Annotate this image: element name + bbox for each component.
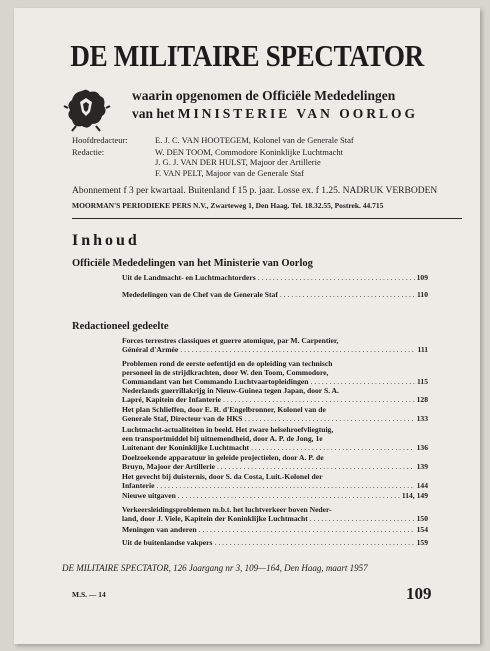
contents-entry bbox=[122, 539, 428, 548]
masthead-ministry bbox=[132, 106, 418, 122]
entry-title-line: Luchtmacht-actualiteiten in beeld. Het zware helsehroefvliegtuig, bbox=[122, 425, 334, 434]
editorial-member: J. G. J. VAN DER HULST, Majoor der Artillerie bbox=[155, 157, 321, 167]
masthead-subtitle: waarin opgenomen de Officiële Mededelingen bbox=[132, 88, 396, 103]
entry-page-number: 150 bbox=[416, 513, 428, 523]
entry-title-line: Verkeersleidingsproblemen m.b.t. het luchtverkeer boven Neder- bbox=[122, 505, 332, 514]
contents-entry bbox=[122, 526, 428, 535]
entry-title-line: een transportmiddel bij uitnemendheid, door A. P. de Jong, 1e bbox=[122, 433, 323, 443]
official-section-heading: Officiële Mededelingen van het Ministerie van Oorlog bbox=[72, 258, 313, 269]
contents-heading: Inhoud bbox=[72, 232, 140, 249]
entry-page-number: 114, 149 bbox=[401, 491, 428, 500]
entry-title-line: Problemen rond de eerste oefentijd en de opleiding van technisch bbox=[122, 359, 333, 368]
publisher-info: MOORMAN'S PERIODIEKE PERS N.V., Zwarteweg 1, Den Haag. Tel. 18.32.55, Postrek. 44.715 bbox=[72, 201, 384, 210]
editorial-label: Redactie: bbox=[72, 146, 105, 157]
entry-title-line: Commandant van het Commando Luchtvaartopleidingen bbox=[122, 376, 309, 386]
entry-title-line: Uit de buitenlandse vakpers bbox=[122, 538, 213, 547]
dot-leader bbox=[180, 346, 415, 355]
entry-page-number: 128 bbox=[416, 394, 428, 404]
entry-title-line: Doelzoekende apparatuur in geleide projectielen, door A. P. de bbox=[122, 453, 324, 462]
entry-title-line: Uit de Landmacht- en Luchtmachtorders bbox=[122, 273, 256, 282]
contents-entry bbox=[122, 360, 428, 386]
entry-title-line: Bruyn, Majoor der Artillerie bbox=[122, 461, 215, 471]
editorial-member: W. DEN TOOM, Commodore Koninklijke Luchtmacht bbox=[155, 146, 344, 157]
entry-title-line: Forces terrestres classiques et guerre atomique, par M. Carpentier, bbox=[122, 336, 339, 345]
contents-entry bbox=[122, 473, 428, 491]
entry-page-number: 154 bbox=[416, 525, 428, 534]
entry-title-line: Generale Staf, Directeur van de HKS bbox=[122, 413, 243, 423]
contents-entry bbox=[122, 454, 428, 472]
entry-page-number: 115 bbox=[417, 376, 428, 386]
ministry-prefix: van het bbox=[132, 106, 175, 121]
editorial-staff bbox=[72, 135, 354, 178]
entry-title-line: Nieuwe uitgaven bbox=[122, 491, 176, 500]
entry-title-line: Het plan Schlieffen, door E. R. d'Engelbronner, Kolonel van de bbox=[122, 405, 326, 414]
entry-title-line: Meningen van anderen bbox=[122, 525, 197, 534]
dot-leader bbox=[178, 492, 400, 501]
contents-entry bbox=[122, 506, 428, 524]
contents-entry bbox=[122, 387, 428, 405]
issue-line: DE MILITAIRE SPECTATOR, 126 Jaargang nr 3, 109—164, Den Haag, maart 1957 bbox=[62, 563, 368, 573]
dot-leader bbox=[244, 415, 414, 424]
entry-title-line: Het gevecht bij duisternis, door S. da Costa, Luit.-Kolonel der bbox=[122, 472, 323, 481]
editorial-section-heading: Redactioneel gedeelte bbox=[72, 321, 169, 332]
dot-leader bbox=[215, 539, 415, 548]
entry-page-number: 133 bbox=[416, 413, 428, 423]
dot-leader bbox=[217, 463, 415, 472]
page-number: 109 bbox=[406, 584, 432, 603]
contents-entry bbox=[122, 291, 428, 300]
entry-page-number: 144 bbox=[416, 480, 428, 490]
entry-title-line: personeel in de strijdkrachten, door W. den Toom, Commodore, bbox=[122, 367, 329, 377]
entry-title-line: Général d'Armée bbox=[122, 344, 179, 354]
editorial-member: F. VAN PELT, Majoor van de Generale Staf bbox=[155, 167, 304, 178]
ministry-name: MINISTERIE VAN OORLOG bbox=[177, 106, 419, 121]
ms-code: M.S. — 14 bbox=[72, 590, 106, 599]
dot-leader bbox=[199, 526, 415, 535]
editor-label: Hoofdredacteur: bbox=[72, 135, 128, 145]
contents-entry bbox=[122, 492, 428, 501]
contents-entry bbox=[122, 426, 428, 452]
entry-page-number: 159 bbox=[416, 538, 428, 547]
entry-title-line: Luitenant der Koninklijke Luchtmacht bbox=[122, 442, 250, 452]
entry-page-number: 111 bbox=[417, 344, 428, 354]
dot-leader bbox=[258, 274, 415, 283]
subscription-info: Abonnement f 3 per kwartaal. Buitenland f 15 p. jaar. Losse ex. f 1.25. NADRUK VERBODEN bbox=[72, 186, 438, 196]
entry-page-number: 136 bbox=[416, 442, 428, 452]
entry-title-line: Infanterie bbox=[122, 480, 155, 490]
entry-title-line: Mededelingen van de Chef van de Generale Staf bbox=[122, 290, 278, 299]
entry-title-line: Lapré, Kapitein der Infanterie bbox=[122, 394, 221, 404]
document-page bbox=[14, 8, 480, 644]
contents-entry bbox=[122, 406, 428, 424]
entry-title-line: Nederlands guerrillakrijg in Nieuw-Guinea tegen Japan, door S. A. bbox=[122, 386, 339, 395]
contents-entry bbox=[122, 337, 428, 355]
contents-entry bbox=[122, 274, 428, 283]
dot-leader bbox=[280, 291, 415, 300]
dot-leader bbox=[156, 482, 414, 491]
entry-title-line: land, door J. Viele, Kapitein der Koninklijke Luchtmacht bbox=[122, 513, 308, 523]
entry-page-number: 109 bbox=[416, 273, 428, 282]
editor-name: E. J. C. VAN HOOTEGEM, Kolonel van de Generale Staf bbox=[155, 135, 354, 145]
dot-leader bbox=[223, 396, 415, 405]
masthead-title: DE MILITAIRE SPECTATOR bbox=[70, 38, 424, 73]
entry-page-number: 110 bbox=[417, 290, 428, 299]
divider bbox=[72, 218, 462, 219]
coat-of-arms-icon bbox=[62, 86, 112, 132]
dot-leader bbox=[310, 515, 415, 524]
entry-page-number: 139 bbox=[416, 461, 428, 471]
dot-leader bbox=[251, 444, 415, 453]
